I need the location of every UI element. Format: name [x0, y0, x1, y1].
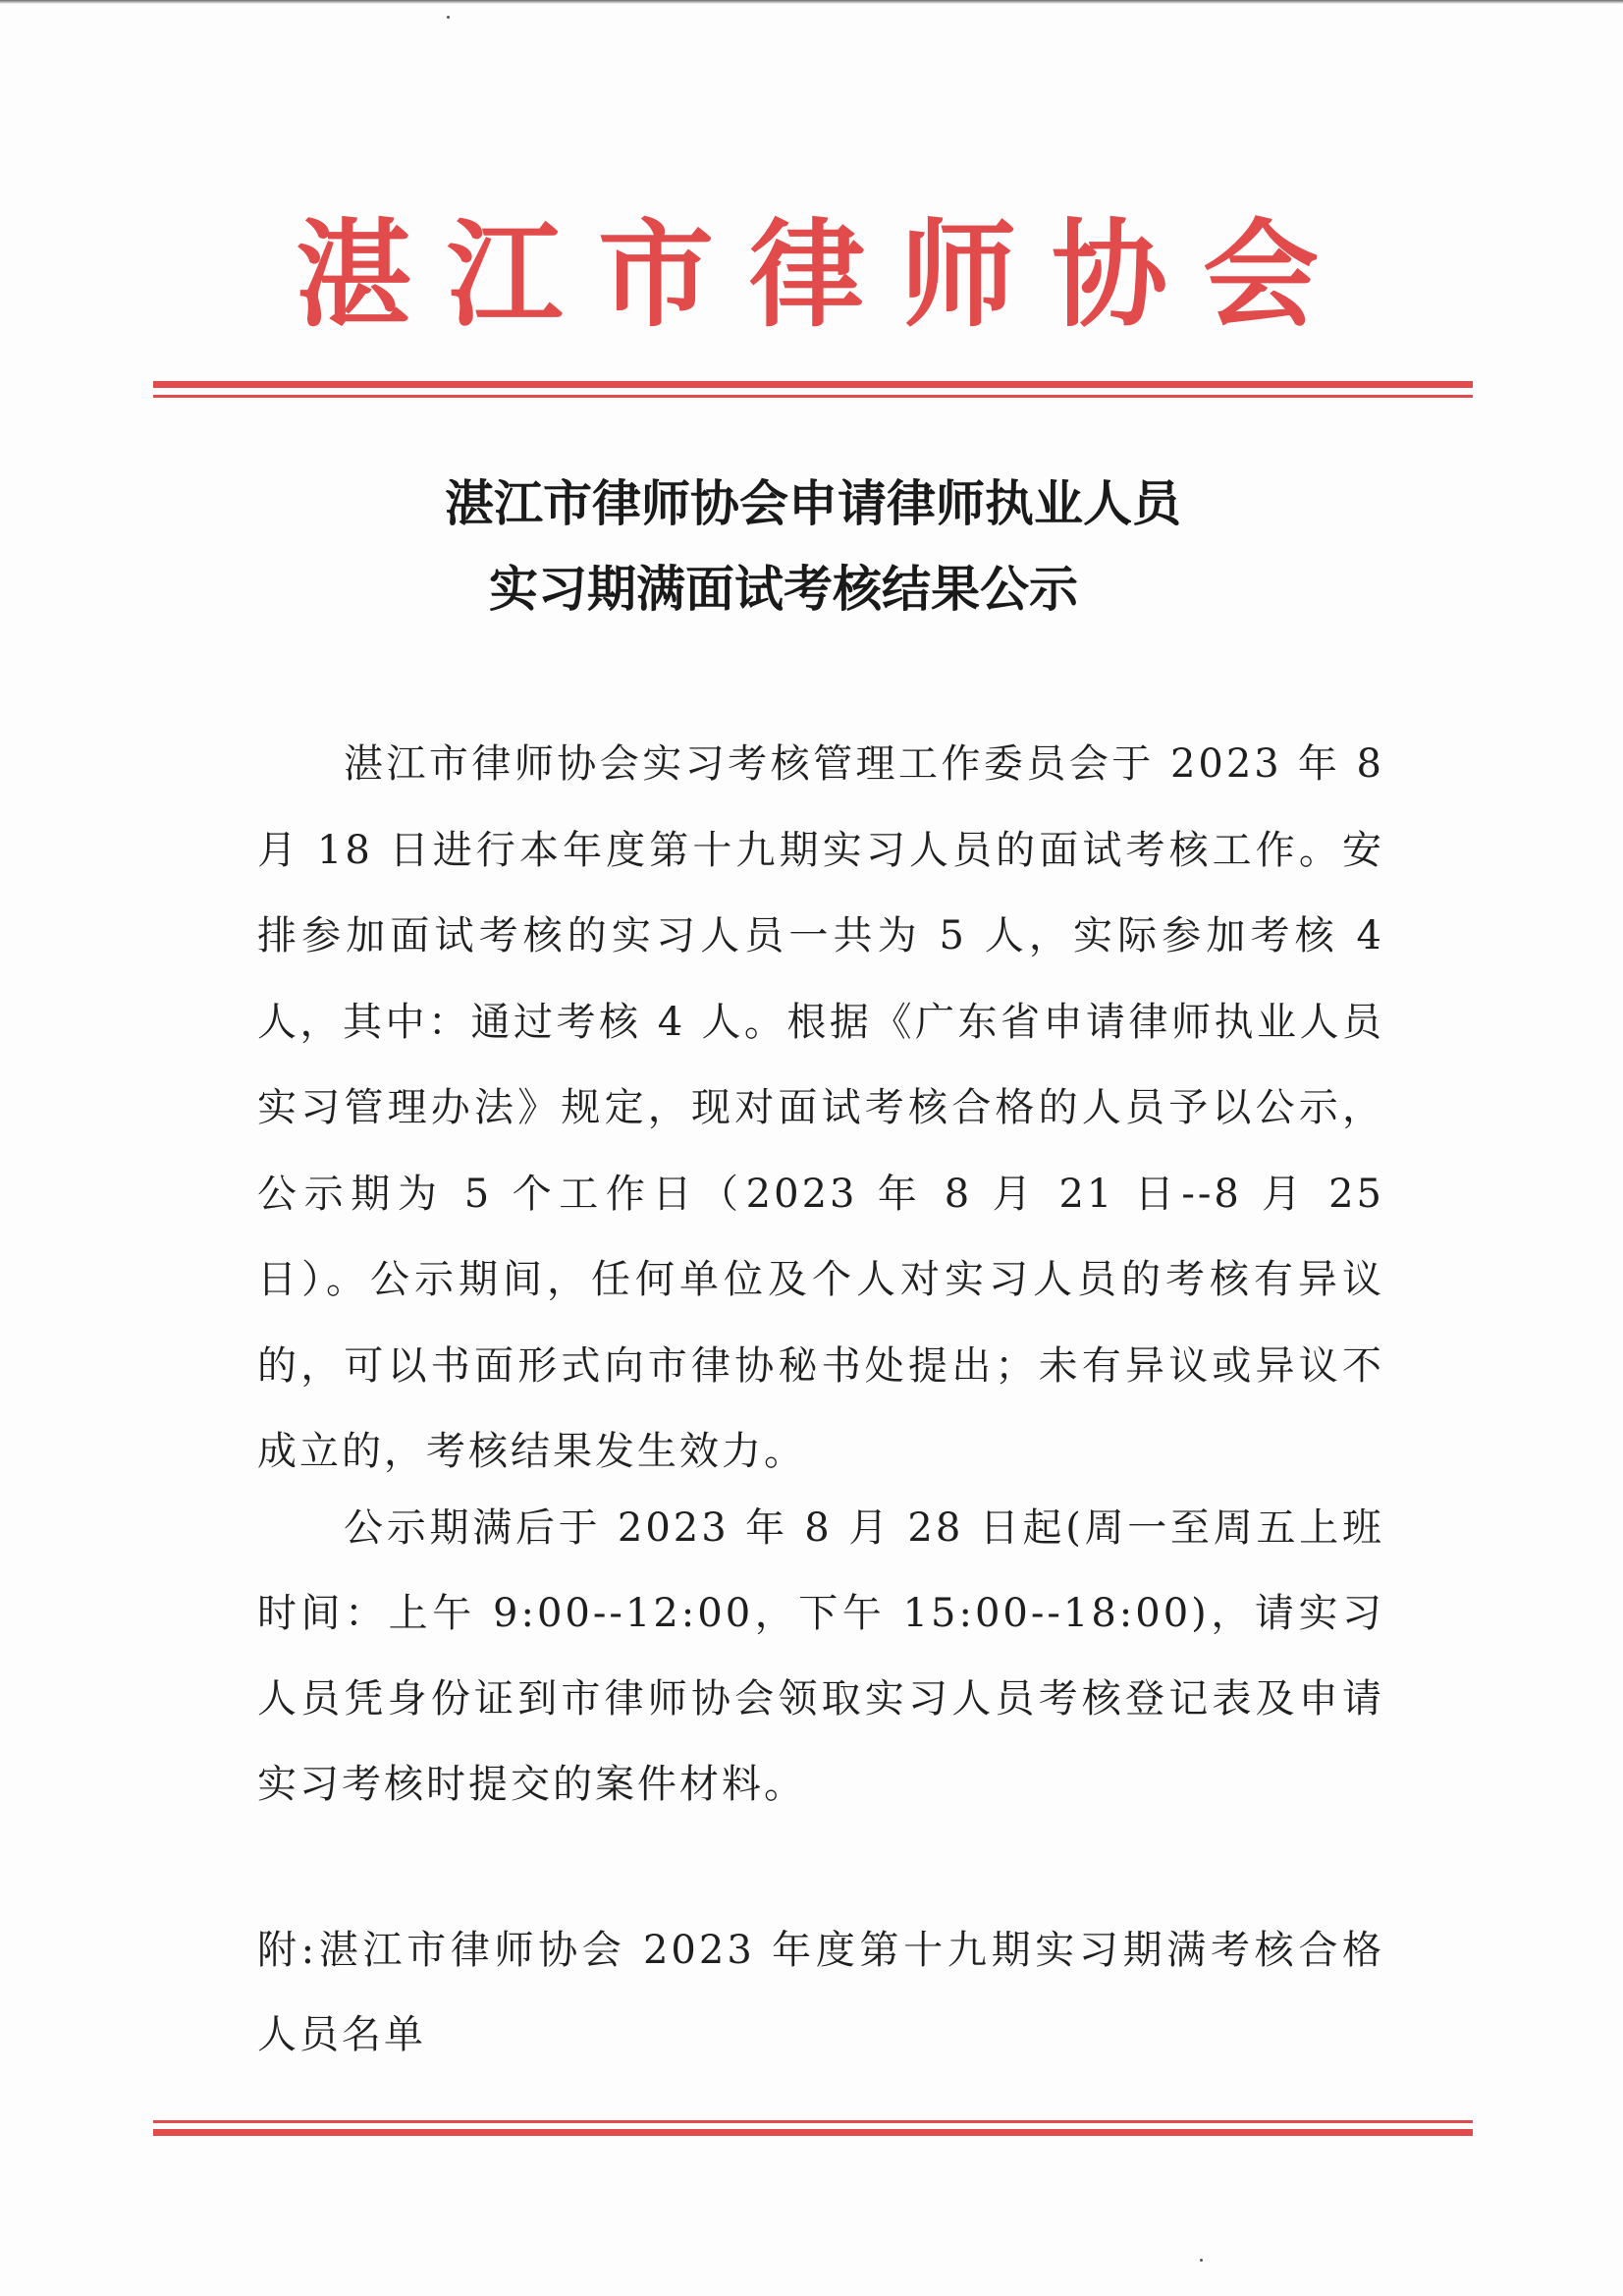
- body-paragraph-2: 公示期满后于 2023 年 8 月 28 日起(周一至周五上班时间：上午 9:00--12:00，下午 15:00--18:00)，请实习人员凭身份证到市律师协会领取实习人员考核登记表及申请实习考核时提交的案件材料。: [257, 1505, 1384, 1807]
- document-title-line2: 实习期满面试考核结果公示: [489, 561, 1078, 618]
- footer-rule-thin: [153, 2120, 1473, 2123]
- document-title-line1: 湛江市律师协会申请律师执业人员: [445, 475, 1181, 532]
- letterhead-rule-thick: [153, 381, 1473, 388]
- letterhead-rule-thin: [153, 395, 1473, 398]
- scan-speck: [447, 16, 450, 19]
- scan-speck: [1200, 2259, 1203, 2262]
- footer-rule-thick: [153, 2129, 1473, 2136]
- scan-top-edge: [0, 0, 1623, 4]
- attachment-note: 附:湛江市律师协会 2023 年度第十九期实习期满考核合格人员名单: [257, 1928, 1384, 2057]
- body-paragraph-1: 湛江市律师协会实习考核管理工作委员会于 2023 年 8 月 18 日进行本年度第十九期实习人员的面试考核工作。安排参加面试考核的实习人员一共为 5 人，实际参加考核 4 人，其中：通过考核 4 人。根据《广东省申请律师执业人员实习管理办法》规定，现对面试考核合格的人员予以公示，公示期为 5 个工作日（2023 年 8 月 21 日--8 月 25 日）。公示期间，任何单位及个人对实习人员的考核有异议的，可以书面形式向市律协秘书处提出；未有异议或异议不成立的，考核结果发生效力。: [257, 741, 1384, 1474]
- letterhead-org-name: 湛江市律师协会: [295, 206, 1354, 343]
